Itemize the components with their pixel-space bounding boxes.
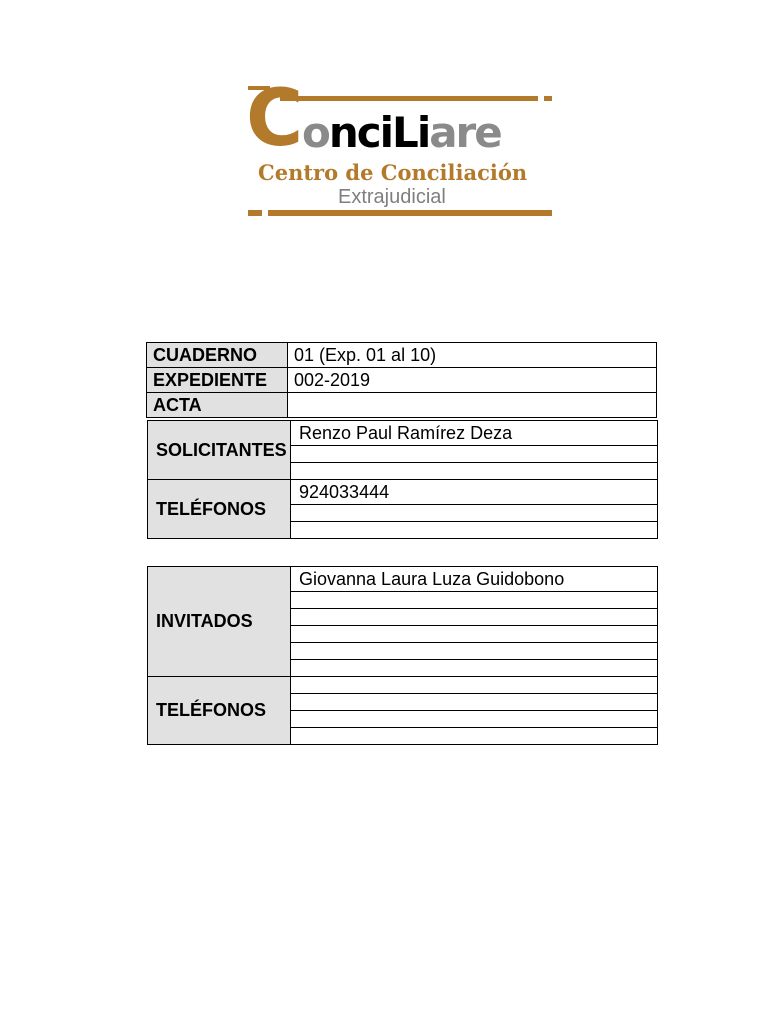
expediente-label: EXPEDIENTE — [147, 368, 288, 393]
table-row — [147, 368, 657, 393]
telefono-cell: 924033444 — [291, 480, 658, 505]
acta-label: ACTA — [147, 393, 288, 418]
telefono-cell — [291, 728, 658, 745]
solicitantes-label: SOLICITANTES — [148, 421, 291, 480]
cuaderno-value: 01 (Exp. 01 al 10) — [288, 343, 657, 368]
telefonos-invitados-label: TELÉFONOS — [148, 677, 291, 745]
invitado-cell — [291, 660, 658, 677]
invitado-cell — [291, 609, 658, 626]
telefono-cell — [291, 505, 658, 522]
cuaderno-label: CUADERNO — [147, 343, 288, 368]
logo-brand: onciLiare — [302, 108, 501, 157]
telefono-cell — [291, 711, 658, 728]
solicitante-cell — [291, 446, 658, 463]
logo-subtitle: Centro de Conciliación — [258, 160, 528, 185]
telefonos-solicitantes-label: TELÉFONOS — [148, 480, 291, 539]
table-row — [147, 393, 657, 418]
table-row — [148, 421, 658, 446]
table-row — [148, 677, 658, 694]
invitado-cell — [291, 643, 658, 660]
telefono-cell — [291, 522, 658, 539]
expediente-value: 002-2019 — [288, 368, 657, 393]
logo-tagline: Extrajudicial — [338, 186, 446, 208]
invitados-table — [147, 566, 658, 745]
acta-value — [288, 393, 657, 418]
solicitante-cell — [291, 463, 658, 480]
telefono-cell — [291, 694, 658, 711]
header-table — [146, 342, 657, 418]
table-row — [147, 343, 657, 368]
logo-bar — [268, 210, 552, 216]
telefono-cell — [291, 677, 658, 694]
solicitantes-table — [147, 420, 658, 539]
invitado-cell — [291, 626, 658, 643]
table-row — [148, 480, 658, 505]
logo-bar — [248, 210, 262, 216]
invitado-cell: Giovanna Laura Luza Guidobono — [291, 567, 658, 592]
solicitante-cell: Renzo Paul Ramírez Deza — [291, 421, 658, 446]
logo — [246, 74, 556, 220]
table-row — [148, 567, 658, 592]
invitado-cell — [291, 592, 658, 609]
logo-bar — [544, 96, 552, 101]
logo-bar — [280, 96, 538, 101]
invitados-label: INVITADOS — [148, 567, 291, 677]
logo-brand-initial: C — [246, 74, 304, 164]
